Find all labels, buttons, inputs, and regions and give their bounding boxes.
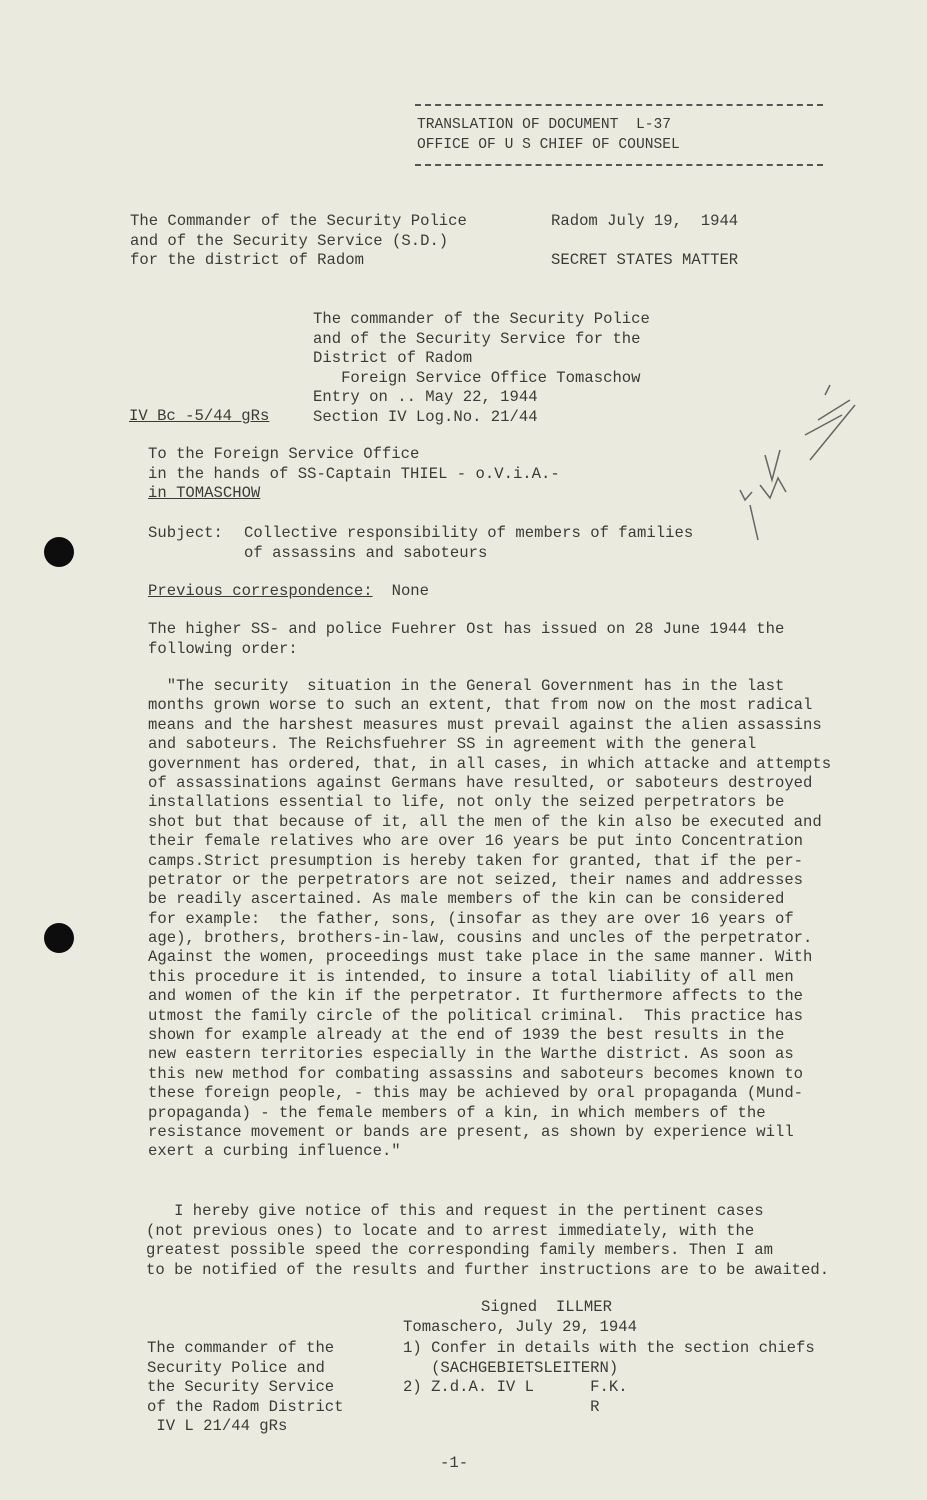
signature: Signed ILLMER xyxy=(481,1298,613,1316)
previous-label: Previous correspondence: xyxy=(148,582,373,600)
header-office: OFFICE OF U S CHIEF OF COUNSEL xyxy=(417,136,680,153)
footer-right-block xyxy=(403,1339,815,1417)
quote-line: shot but that because of it, all the men of the kin also be executed and xyxy=(148,812,822,831)
date-block xyxy=(551,212,738,271)
quote-line: this new method for combating assassins and saboteurs becomes known to xyxy=(148,1064,804,1083)
quote-line: installations essential to life, not only the seized perpetrators be xyxy=(148,793,785,812)
recipient-line: in the hands of SS-Captain THIEL - o.V.i.A.- xyxy=(148,464,560,483)
subject-line: of assassins and saboteurs xyxy=(244,543,488,562)
punch-hole-top xyxy=(44,537,74,567)
footer-right-line: (SACHGEBIETSLEITERN) xyxy=(403,1358,619,1377)
quote-line: government has ordered, that, in all cases, in which attacke and attempts xyxy=(148,754,832,773)
quote-line: exert a curbing influence." xyxy=(148,1142,401,1161)
previous-correspondence xyxy=(148,582,429,602)
subject-line: Collective responsibility of members of families xyxy=(244,524,694,542)
document-header xyxy=(417,116,680,155)
sender-line: for the district of Radom xyxy=(130,251,364,269)
stamp-line: and of the Security Service for the xyxy=(313,329,641,348)
recipient-line: To the Foreign Service Office xyxy=(148,445,420,463)
intro-line: The higher SS- and police Fuehrer Ost has issued on 28 June 1944 the xyxy=(148,620,785,638)
page-number: -1- xyxy=(440,1454,469,1472)
footer-left-line: The commander of the xyxy=(147,1339,335,1357)
classification: SECRET STATES MATTER xyxy=(551,251,739,269)
divider-top xyxy=(415,104,823,106)
header-title: TRANSLATION OF DOCUMENT L-37 xyxy=(417,117,671,133)
recipient-city: in TOMASCHOW xyxy=(148,484,261,502)
date-line: Radom July 19, 1944 xyxy=(551,212,739,230)
subject-label: Subject: xyxy=(148,524,223,542)
stamp-line: Foreign Service Office Tomaschow xyxy=(313,368,641,387)
entry-stamp xyxy=(313,310,650,427)
notice-paragraph xyxy=(146,1202,829,1280)
previous-value: None xyxy=(391,582,430,600)
quote-line: new eastern territories especially in the Warthe district. As soon as xyxy=(148,1045,794,1064)
intro-line: following order: xyxy=(148,639,298,658)
quote-line: of assassinations against Germans have resulted, or saboteurs destroyed xyxy=(148,773,813,792)
reference-number: IV Bc -5/44 gRs xyxy=(129,407,270,425)
subject-text xyxy=(244,524,693,563)
quote-line: this procedure it is intended, to insure a total liability of all men xyxy=(148,967,794,986)
footer-right-line: 2) Z.d.A. IV L F.K. xyxy=(403,1378,628,1396)
quote-line: and women of the kin if the perpetrator. It furthermore affects to the xyxy=(148,987,804,1006)
quote-line: their female relatives who are over 16 years be put into Concentration xyxy=(148,832,804,851)
sender-block xyxy=(130,212,467,271)
stamp-line: Section IV Log.No. 21/44 xyxy=(313,407,538,426)
quote-line: Against the women, proceedings must take place in the same manner. With xyxy=(148,948,813,967)
notice-line: to be notified of the results and further instructions are to be awaited. xyxy=(146,1260,830,1279)
quote-line: for example: the father, sons, (insofar as they are over 16 years of xyxy=(148,909,794,928)
stamp-line: The commander of the Security Police xyxy=(313,310,650,328)
recipient-block xyxy=(148,445,560,504)
quote-line: means and the harshest measures must prevail against the alien assassins xyxy=(148,715,822,734)
notice-line: I hereby give notice of this and request in the pertinent cases xyxy=(146,1202,764,1220)
notice-line: (not previous ones) to locate and to arrest immediately, with the xyxy=(146,1221,755,1240)
quote-line: be readily ascertained. As male members of the kin can be considered xyxy=(148,890,785,909)
quote-line: resistance movement or bands are present, as shown by experience will xyxy=(148,1122,794,1141)
footer-right-line: R xyxy=(403,1397,600,1416)
quote-line: utmost the family circle of the political criminal. This practice has xyxy=(148,1006,804,1025)
quote-line: "The security situation in the General Government has in the last xyxy=(148,677,785,695)
footer-left-block xyxy=(147,1339,344,1437)
quote-line: camps.Strict presumption is hereby taken for granted, that if the per- xyxy=(148,851,804,870)
notice-line: greatest possible speed the corresponding family members. Then I am xyxy=(146,1241,773,1259)
sender-line: and of the Security Service (S.D.) xyxy=(130,231,449,250)
stamp-line: Entry on .. May 22, 1944 xyxy=(313,388,538,406)
footer-left-line: the Security Service xyxy=(147,1378,335,1396)
place-date: Tomaschero, July 29, 1944 xyxy=(403,1318,637,1336)
quote-line: months grown worse to such an extent, that from now on the most radical xyxy=(148,696,813,715)
footer-left-line: IV L 21/44 gRs xyxy=(147,1417,288,1435)
quote-line: petrator or the perpetrators are not seized, their names and addresses xyxy=(148,870,804,889)
quote-line: these foreign people, - this may be achieved by oral propaganda (Mund- xyxy=(148,1084,804,1103)
punch-hole-bottom xyxy=(44,923,74,953)
quoted-order xyxy=(148,677,831,1162)
intro-paragraph xyxy=(148,620,784,659)
footer-right-line: 1) Confer in details with the section chiefs xyxy=(403,1339,815,1357)
quote-line: shown for example already at the end of 1939 the best results in the xyxy=(148,1026,785,1045)
quote-line: and saboteurs. The Reichsfuehrer SS in agreement with the general xyxy=(148,735,757,754)
divider-bottom xyxy=(415,164,823,166)
sender-line: The Commander of the Security Police xyxy=(130,212,467,230)
quote-line: propaganda) - the female members of a kin, in which members of the xyxy=(148,1103,766,1122)
stamp-line: District of Radom xyxy=(313,349,473,367)
handwritten-initials xyxy=(730,380,860,550)
quote-line: age), brothers, brothers-in-law, cousins and uncles of the perpetrator. xyxy=(148,929,813,948)
footer-left-line: Security Police and xyxy=(147,1358,325,1377)
footer-left-line: of the Radom District xyxy=(147,1397,344,1416)
